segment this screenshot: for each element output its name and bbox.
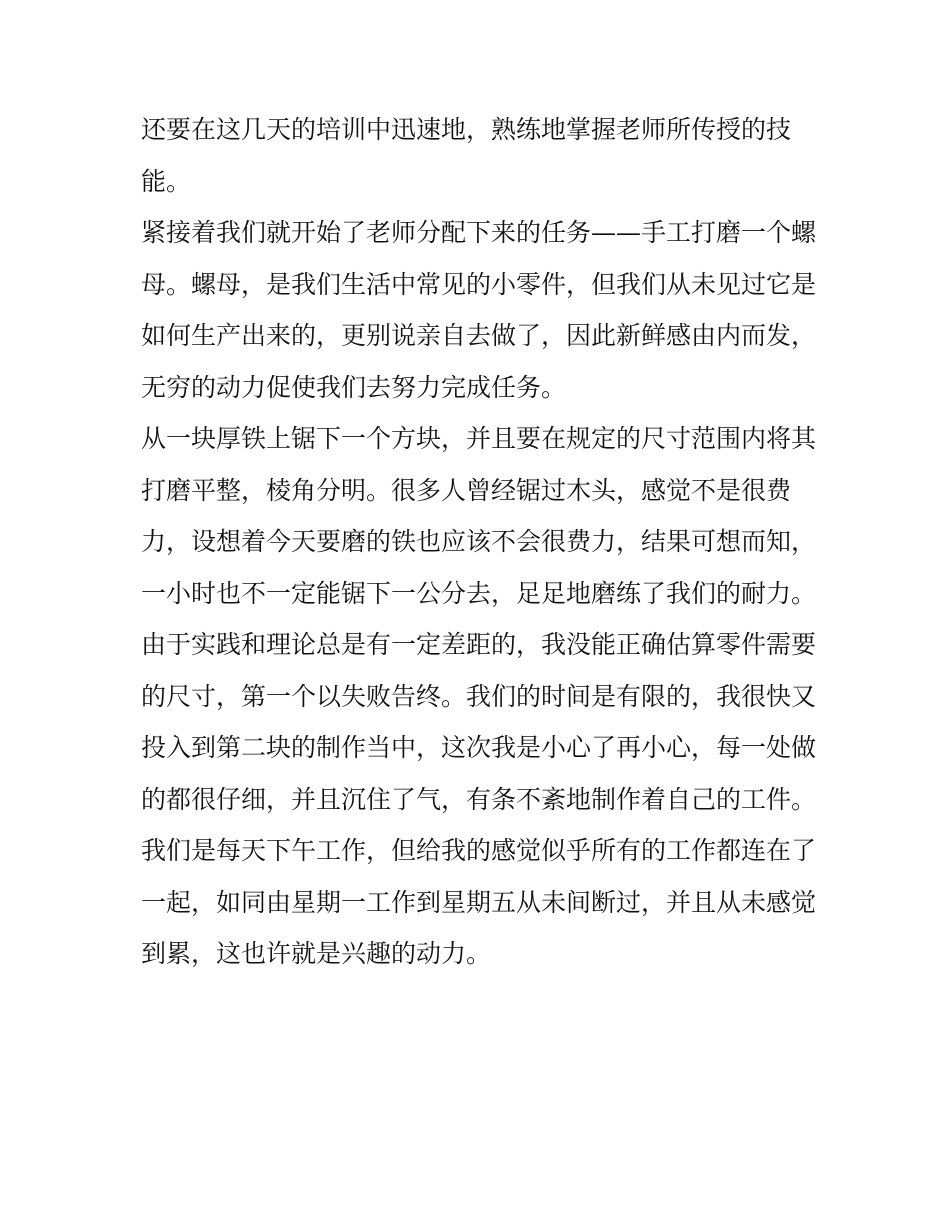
text-line: 无穷的动力促使我们去努力完成任务。 [141,372,567,402]
text-line: 到累，这也许就是兴趣的动力。 [141,939,492,968]
text-line: 我们是每天下午工作，但给我的感觉似乎所有的工作都连在了 [141,836,817,865]
text-line: 一小时也不一定能锯下一公分去，足足地磨练了我们的耐力。 [141,578,817,608]
text-line: 的尺寸，第一个以失败告终。我们的时间是有限的，我很快又 [141,681,817,711]
text-line: 力，设想着今天要磨的铁也应该不会很费力，结果可想而知， [141,527,817,556]
text-line: 能。 [141,166,192,196]
text-line: 紧接着我们就开始了老师分配下来的任务——手工打磨一个螺 [141,218,817,247]
text-line: 如何生产出来的，更别说亲自去做了，因此新鲜感由内而发， [141,321,817,350]
text-line: 母。螺母，是我们生活中常见的小零件，但我们从未见过它是 [141,269,817,299]
text-line: 由于实践和理论总是有一定差距的，我没能正确估算零件需要 [141,630,817,659]
text-line: 一起，如同由星期一工作到星期五从未间断过，并且从未感觉 [141,887,817,917]
text-line: 从一块厚铁上锯下一个方块，并且要在规定的尺寸范围内将其 [141,424,817,453]
text-line: 的都很仔细，并且沉住了气，有条不紊地制作着自己的工件。 [141,784,817,814]
text-line: 打磨平整，棱角分明。很多人曾经锯过木头，感觉不是很费 [141,475,792,505]
text-line: 投入到第二块的制作当中，这次我是小心了再小心，每一处做 [141,733,817,762]
text-line: 还要在这几天的培训中迅速地，熟练地掌握老师所传授的技 [141,115,792,144]
document-body [141,104,821,980]
